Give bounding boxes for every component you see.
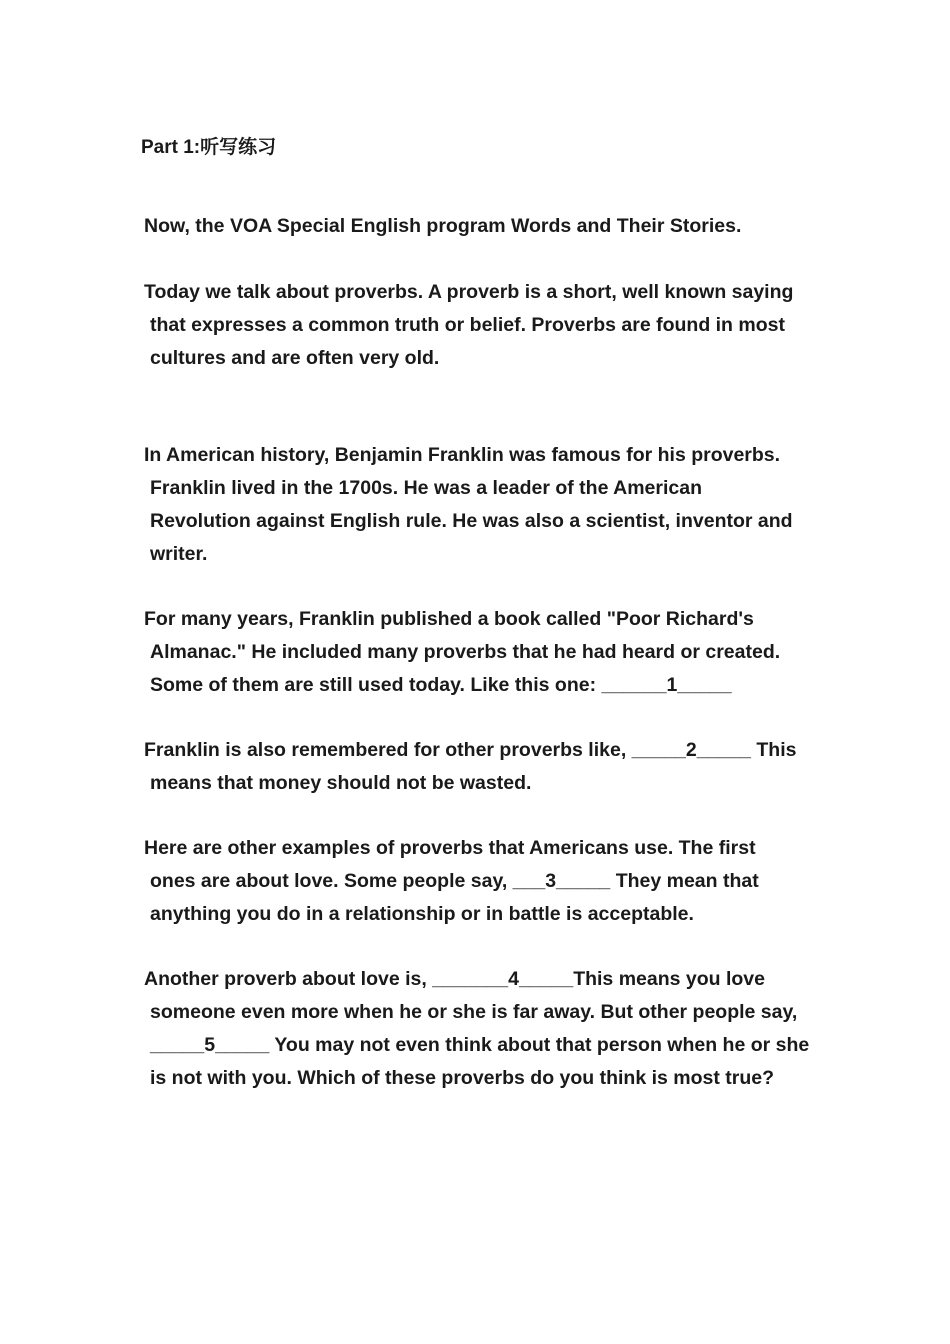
text-line-blank-5: _____5_____ You may not even think about that person when he or she bbox=[150, 1034, 810, 1056]
section-heading: Part 1:听写练习 bbox=[141, 137, 277, 158]
paragraph-proverb-definition bbox=[144, 276, 793, 375]
paragraph-love-proverbs bbox=[144, 832, 759, 931]
text-line-blank-1: Some of them are still used today. Like this one: ______1_____ bbox=[150, 674, 732, 696]
text-line: Now, the VOA Special English program Words and Their Stories. bbox=[144, 215, 742, 237]
paragraph-distance-proverbs bbox=[144, 963, 809, 1095]
paragraph-franklin-history bbox=[144, 439, 793, 571]
text-line: Franklin lived in the 1700s. He was a leader of the American bbox=[150, 477, 702, 499]
text-line-blank-2: Franklin is also remembered for other proverbs like, _____2_____ This bbox=[144, 739, 797, 761]
text-line: means that money should not be wasted. bbox=[150, 772, 532, 794]
text-line-blank-4: Another proverb about love is, _______4_____This means you love bbox=[144, 968, 766, 990]
text-line: is not with you. Which of these proverbs do you think is most true? bbox=[150, 1067, 775, 1089]
text-line: Today we talk about proverbs. A proverb is a short, well known saying bbox=[144, 281, 794, 303]
text-line: cultures and are often very old. bbox=[150, 347, 440, 369]
paragraph-almanac bbox=[144, 603, 780, 702]
text-line: someone even more when he or she is far away. But other people say, bbox=[150, 1001, 798, 1023]
text-line: For many years, Franklin published a book called "Poor Richard's bbox=[144, 608, 754, 630]
paragraph-money-proverb bbox=[144, 734, 796, 800]
text-line: In American history, Benjamin Franklin was famous for his proverbs. bbox=[144, 444, 781, 466]
text-line: that expresses a common truth or belief. Proverbs are found in most bbox=[150, 314, 785, 336]
paragraph-intro bbox=[144, 210, 741, 243]
text-line: Almanac." He included many proverbs that he had heard or created. bbox=[150, 641, 781, 663]
text-line: writer. bbox=[150, 543, 208, 565]
text-line-blank-3: ones are about love. Some people say, ___3_____ They mean that bbox=[150, 870, 759, 892]
text-line: Here are other examples of proverbs that Americans use. The first bbox=[144, 837, 756, 859]
text-line: Revolution against English rule. He was also a scientist, inventor and bbox=[150, 510, 793, 532]
text-line: anything you do in a relationship or in battle is acceptable. bbox=[150, 903, 694, 925]
